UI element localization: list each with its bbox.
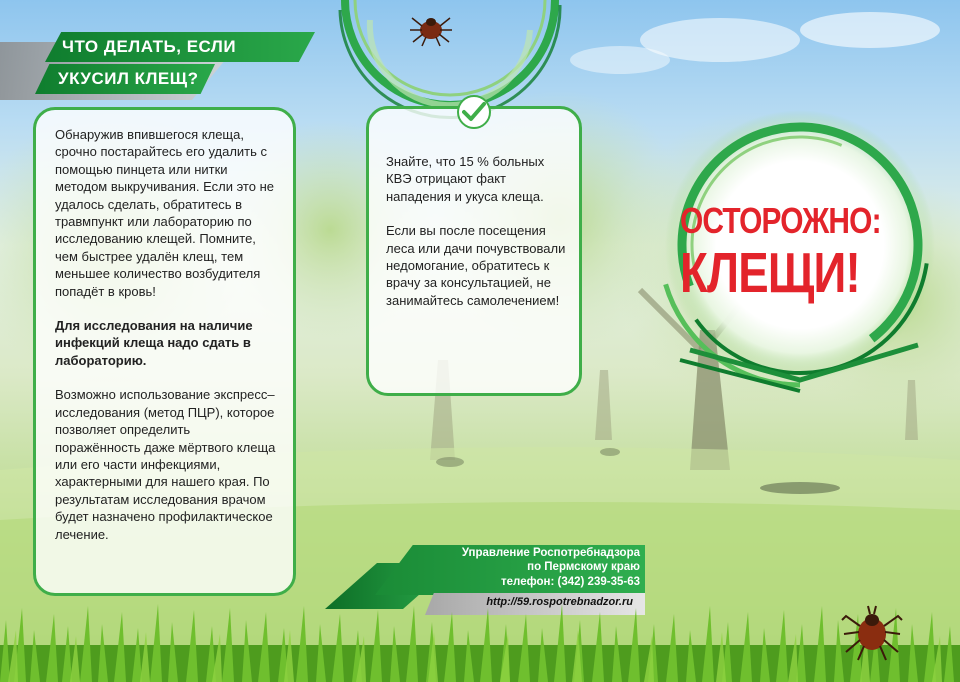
header-banner <box>0 28 330 98</box>
recommendation-paragraph: Если вы после посещения леса или дачи почувствовали недомогание, обратитесь к врачу за консультацией, не занимайтесь самолечением! <box>386 223 566 308</box>
tick-insect-icon <box>840 598 904 664</box>
title-warning-line-2: КЛЕЩИ! <box>680 241 860 305</box>
advice-paragraph-2: Для исследования на наличие инфекций клеща надо сдать в лабораторию. <box>55 318 253 368</box>
grass-foreground <box>0 600 960 682</box>
contact-website-link[interactable]: http://59.rospotrebnadzor.ru <box>486 596 633 608</box>
contact-region: по Пермскому краю <box>527 561 640 573</box>
checkmark-icon <box>457 95 491 129</box>
advice-box-middle <box>366 106 582 396</box>
title-warning-line-1: ОСТОРОЖНО: <box>680 200 881 241</box>
header-title-line-2: УКУСИЛ КЛЕЩ? <box>58 69 199 88</box>
contact-phone[interactable]: телефон: (342) 239-35-63 <box>501 576 640 588</box>
advice-paragraph-1: Обнаружив впившегося клеща, срочно постарайтесь его удалить с помощью пинцета или нитки методом выкручивания. Если это не удалось сделать, обратитесь в травмпункт или лабораторию по исследованию клещей. Помните, чем быстрее удалён клещ, тем меньшее количество возбудителя попадёт в кровь! <box>55 127 274 299</box>
advice-paragraph-3: Возможно использование экспресс–исследования (метод ПЦР), которое позволяет определить поражённость даже мёртвого клеща или его части инфекциями, характерными для нашего края. По результатам исследования врачом будет назначено профилактическое лечение. <box>55 387 276 542</box>
contact-organization: Управление Роспотребнадзора <box>461 547 640 559</box>
tick-insect-icon <box>408 8 454 48</box>
header-title-line-1: ЧТО ДЕЛАТЬ, ЕСЛИ <box>62 37 237 56</box>
fact-paragraph: Знайте, что 15 % больных КВЭ отрицают факт нападения и укуса клеща. <box>386 154 545 204</box>
advice-box-left <box>33 107 296 596</box>
